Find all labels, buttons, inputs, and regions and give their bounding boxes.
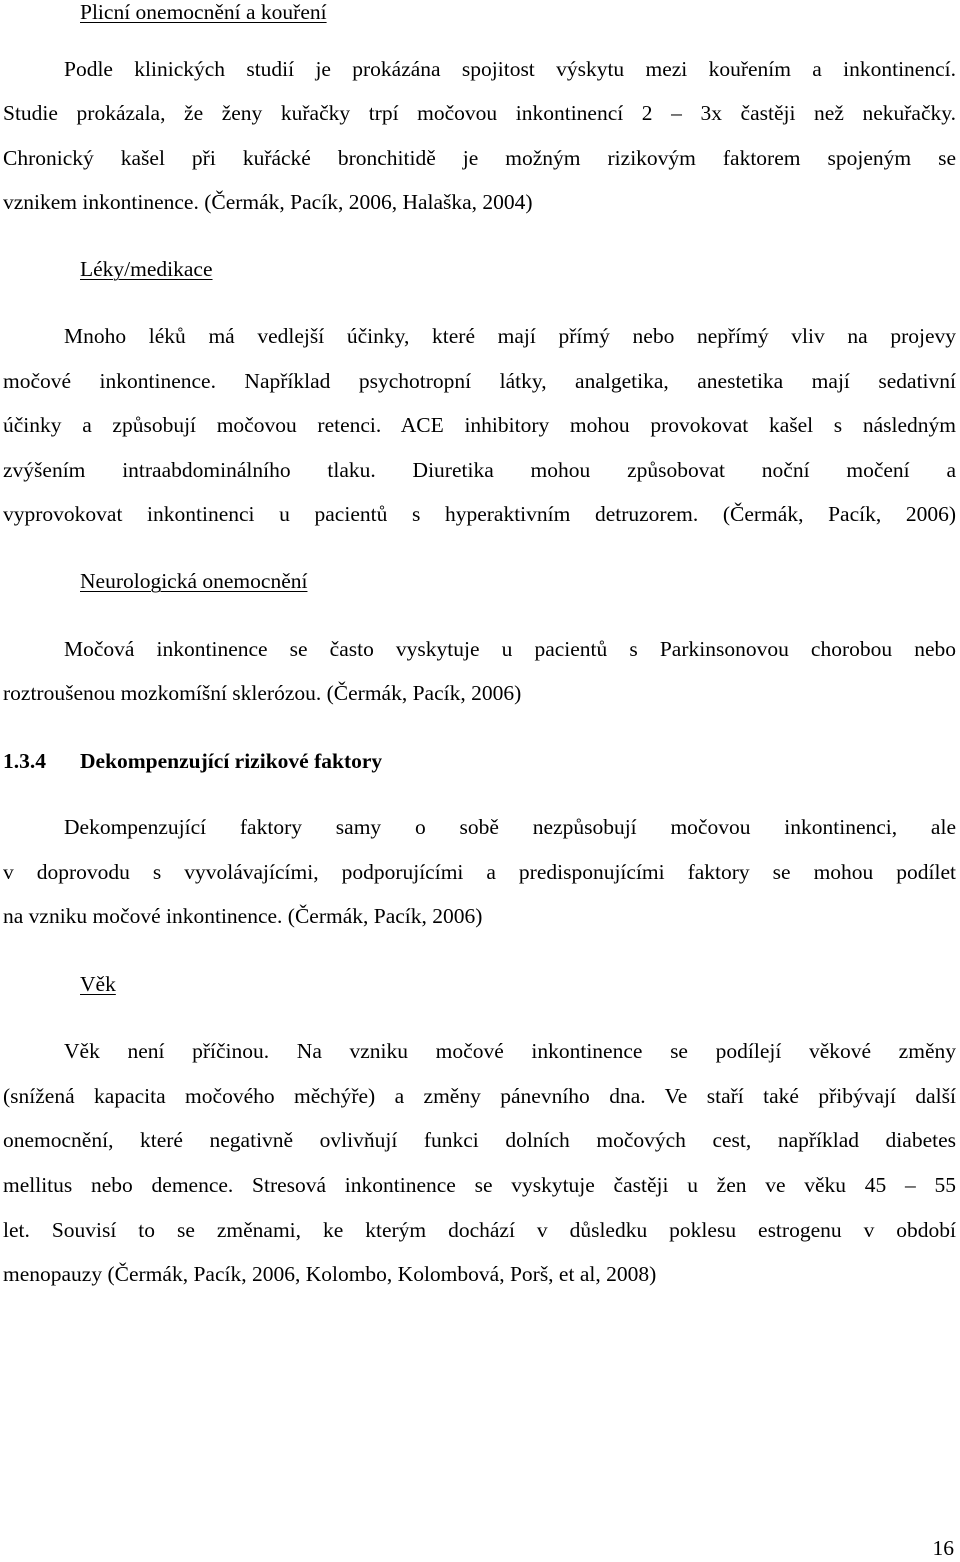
paragraph-line: mellitus nebo demence. Stresová inkontinence se vyskytuje častěji u žen ve věku 45 – 55 [3,1173,956,1197]
paragraph-line: vznikem inkontinence. (Čermák, Pacík, 2006, Halaška, 2004) [3,190,533,214]
paragraph-line: onemocnění, které negativně ovlivňují funkci dolních močových cest, například diabetes [3,1128,956,1152]
paragraph-line: Věk není příčinou. Na vzniku močové inkontinence se podílejí věkové změny [64,1039,956,1063]
paragraph-line: Podle klinických studií je prokázána spojitost výskytu mezi kouřením a inkontinencí. [64,57,956,81]
chapter-title: Dekompenzující rizikové faktory [80,749,383,773]
paragraph-line: menopauzy (Čermák, Pacík, 2006, Kolombo, Kolombová, Porš, et al, 2008) [3,1262,657,1286]
paragraph-line: vyprovokovat inkontinenci u pacientů s hyperaktivním detruzorem. (Čermák, Pacík, 2006) [3,502,956,526]
paragraph-line: na vzniku močové inkontinence. (Čermák, Pacík, 2006) [3,904,483,928]
paragraph-line: Chronický kašel při kuřácké bronchitidě je možným rizikovým faktorem spojeným se [3,146,956,170]
subheading-neuro: Neurologická onemocnění [80,569,308,593]
chapter-heading [3,747,382,775]
paragraph-line: močové inkontinence. Například psychotropní látky, analgetika, anestetika mají sedativní [3,369,956,393]
paragraph-line: v doprovodu s vyvolávajícími, podporujícími a predisponujícími faktory se mohou podílet [3,860,956,884]
paragraph-line: Močová inkontinence se často vyskytuje u pacientů s Parkinsonovou chorobou nebo [64,637,956,661]
paragraph-line: roztroušenou mozkomíšní sklerózou. (Čermák, Pacík, 2006) [3,681,522,705]
paragraph-line: Studie prokázala, že ženy kuřačky trpí močovou inkontinencí 2 – 3x častěji než nekuřačky. [3,101,956,125]
page-number: 16 [932,1536,954,1560]
paragraph-line: Mnoho léků má vedlejší účinky, které mají přímý nebo nepřímý vliv na projevy [64,324,956,348]
chapter-number: 1.3.4 [3,749,46,773]
paragraph-line: let. Souvisí to se změnami, ke kterým dochází v důsledku poklesu estrogenu v období [3,1218,956,1242]
paragraph-line: (snížená kapacita močového měchýře) a změny pánevního dna. Ve staří také přibývají další [3,1084,956,1108]
subheading-age: Věk [80,972,116,996]
subheading-drugs: Léky/medikace [80,257,213,281]
paragraph-line: Dekompenzující faktory samy o sobě nezpůsobují močovou inkontinenci, ale [64,815,956,839]
paragraph-line: účinky a způsobují močovou retenci. ACE inhibitory mohou provokovat kašel s následným [3,413,956,437]
paragraph-line: zvýšením intraabdominálního tlaku. Diuretika mohou způsobovat noční močení a [3,458,956,482]
subheading-smoking: Plicní onemocnění a kouření [80,0,327,24]
